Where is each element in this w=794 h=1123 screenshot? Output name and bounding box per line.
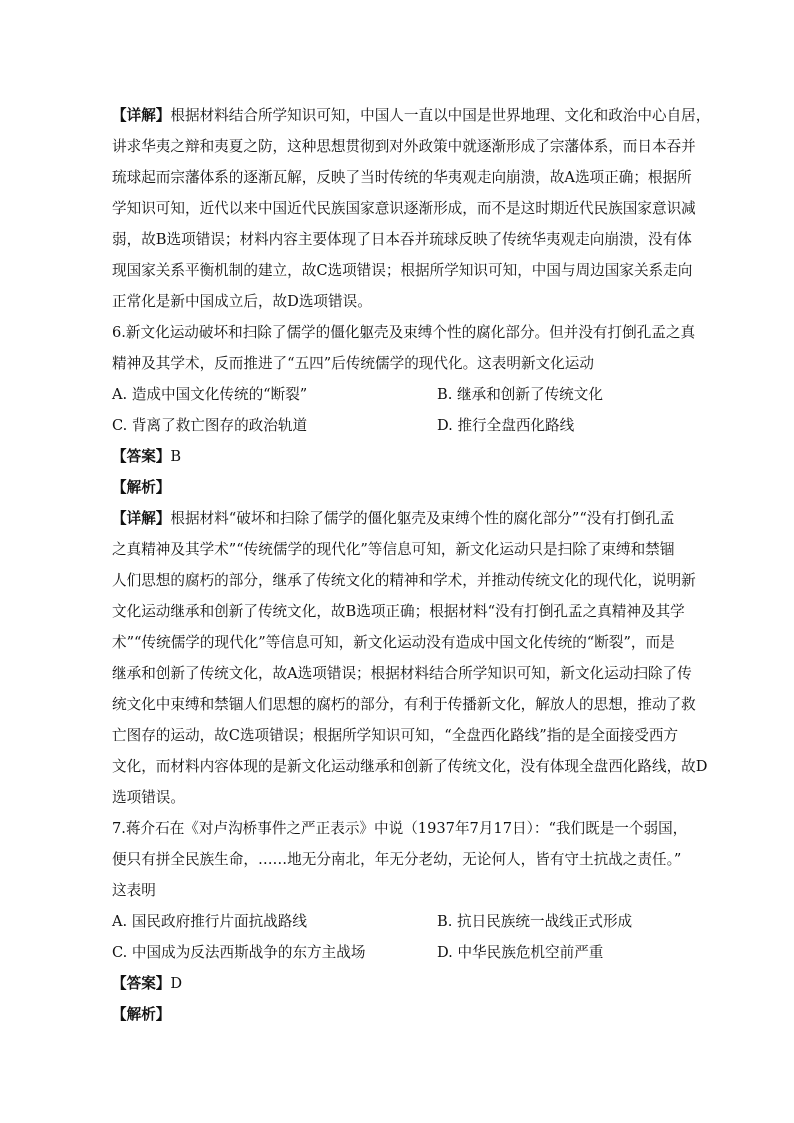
q7-options-row: [112, 906, 684, 937]
q5-analysis-line: 学知识可知，近代以来中国近代民族国家意识逐渐形成，而不是这时期近代民族国家意识减: [112, 200, 696, 217]
q7-option-c: C. 中国成为反法西斯战争的东方主战场: [112, 944, 366, 961]
q7-option-a: A. 国民政府推行片面抗战路线: [112, 913, 307, 930]
q7-option-d: D. 中华民族危机空前严重: [437, 944, 604, 961]
q6-detail-line: 文化，而材料内容体现的是新文化运动继承和创新了传统文化，没有体现全盘西化路线，故D: [112, 758, 708, 775]
document-page: [112, 100, 711, 1030]
answer-value: B: [170, 448, 182, 465]
q5-analysis: [112, 100, 711, 317]
q6-stem-line: 6.新文化运动破坏和扫除了儒学的僵化躯壳及束缚个性的腐化部分。但并没有打倒孔孟之真: [112, 324, 696, 341]
answer-label: 【答案】: [112, 448, 171, 465]
q7-stem-line: 7.蒋介石在《对卢沟桥事件之严正表示》中说（1937年7月17日）：“我们既是一个弱国，: [112, 820, 688, 837]
q6-detail-line: [112, 503, 684, 534]
q5-analysis-line: 琉球起而宗藩体系的逐渐瓦解，反映了当时传统的华夷观走向崩溃，故A选项正确；根据所: [112, 169, 692, 186]
q6-detail-line: 文化运动继承和创新了传统文化，故B选项正确；根据材料“没有打倒孔孟之真精神及其学: [112, 603, 685, 620]
q6-detail-line: 之真精神及其学术”“传统儒学的现代化”等信息可知，新文化运动只是扫除了束缚和禁锢: [112, 541, 675, 558]
q5-analysis-line: 现国家关系平衡机制的建立，故C选项错误；根据所学知识可知，中国与周边国家关系走向: [112, 262, 693, 279]
answer-label: 【答案】: [112, 975, 171, 992]
q7-option-b: B. 抗日民族统一战线正式形成: [437, 913, 633, 930]
q6-analysis-label: 【解析】: [112, 479, 171, 496]
q6-options-row: [112, 410, 684, 441]
q6-detail-line: 统文化中束缚和禁锢人们思想的腐朽的部分，有利于传播新文化，解放人的思想，推动了救: [112, 696, 696, 713]
q6-option-d: D. 推行全盘西化路线: [437, 417, 575, 434]
q7-stem-line: 便只有拼全民族生命，……地无分南北，年无分老幼，无论何人，皆有守土抗战之责任。”: [112, 851, 682, 868]
q5-analysis-line: 讲求华夷之辩和夷夏之防，这种思想贯彻到对外政策中就逐渐形成了宗藩体系，而日本吞并: [112, 138, 696, 155]
q7-options-row: [112, 937, 684, 968]
q7-analysis-label: 【解析】: [112, 1006, 171, 1023]
q6-detail-line: 选项错误。: [112, 789, 185, 806]
q5-analysis-line: 弱，故B选项错误；材料内容主要体现了日本吞并琉球反映了传统华夷观走向崩溃，没有体: [112, 231, 692, 248]
q7-answer: [112, 968, 684, 999]
q5-analysis-text: 根据材料结合所学知识可知，中国人一直以中国是世界地理、文化和政治中心自居，: [170, 107, 711, 124]
q6-option-c: C. 背离了救亡图存的政治轨道: [112, 417, 308, 434]
q6-detail-line: 亡图存的运动，故C选项错误；根据所学知识可知，“全盘西化路线”指的是全面接受西方: [112, 727, 679, 744]
q7-stem-line: 这表明: [112, 882, 156, 899]
q5-analysis-line: 正常化是新中国成立后，故D选项错误。: [112, 293, 372, 310]
q6-options-row: [112, 379, 684, 410]
q6-detail-line: 继承和创新了传统文化，故A选项错误；根据材料结合所学知识可知，新文化运动扫除了传: [112, 665, 692, 682]
detail-header: 【详解】: [112, 107, 171, 124]
q6-detail-text: 根据材料“破坏和扫除了儒学的僵化躯壳及束缚个性的腐化部分”“没有打倒孔孟: [170, 510, 675, 527]
q6-option-b: B. 继承和创新了传统文化: [437, 386, 603, 403]
answer-value: D: [170, 975, 183, 992]
detail-header: 【详解】: [112, 510, 171, 527]
question-7: [112, 813, 688, 1030]
question-6: [112, 317, 708, 813]
q6-option-a: A. 造成中国文化传统的“断裂”: [112, 386, 308, 403]
q6-detail-line: 术”“传统儒学的现代化”等信息可知，新文化运动没有造成中国文化传统的“断裂”，而是: [112, 634, 675, 651]
q6-answer: [112, 441, 684, 472]
q6-stem-line: 精神及其学术，反而推进了“五四”后传统儒学的现代化。这表明新文化运动: [112, 355, 594, 372]
q6-detail-line: 人们思想的腐朽的部分，继承了传统文化的精神和学术，并推动传统文化的现代化，说明新: [112, 572, 696, 589]
q5-analysis-line: [112, 100, 711, 131]
